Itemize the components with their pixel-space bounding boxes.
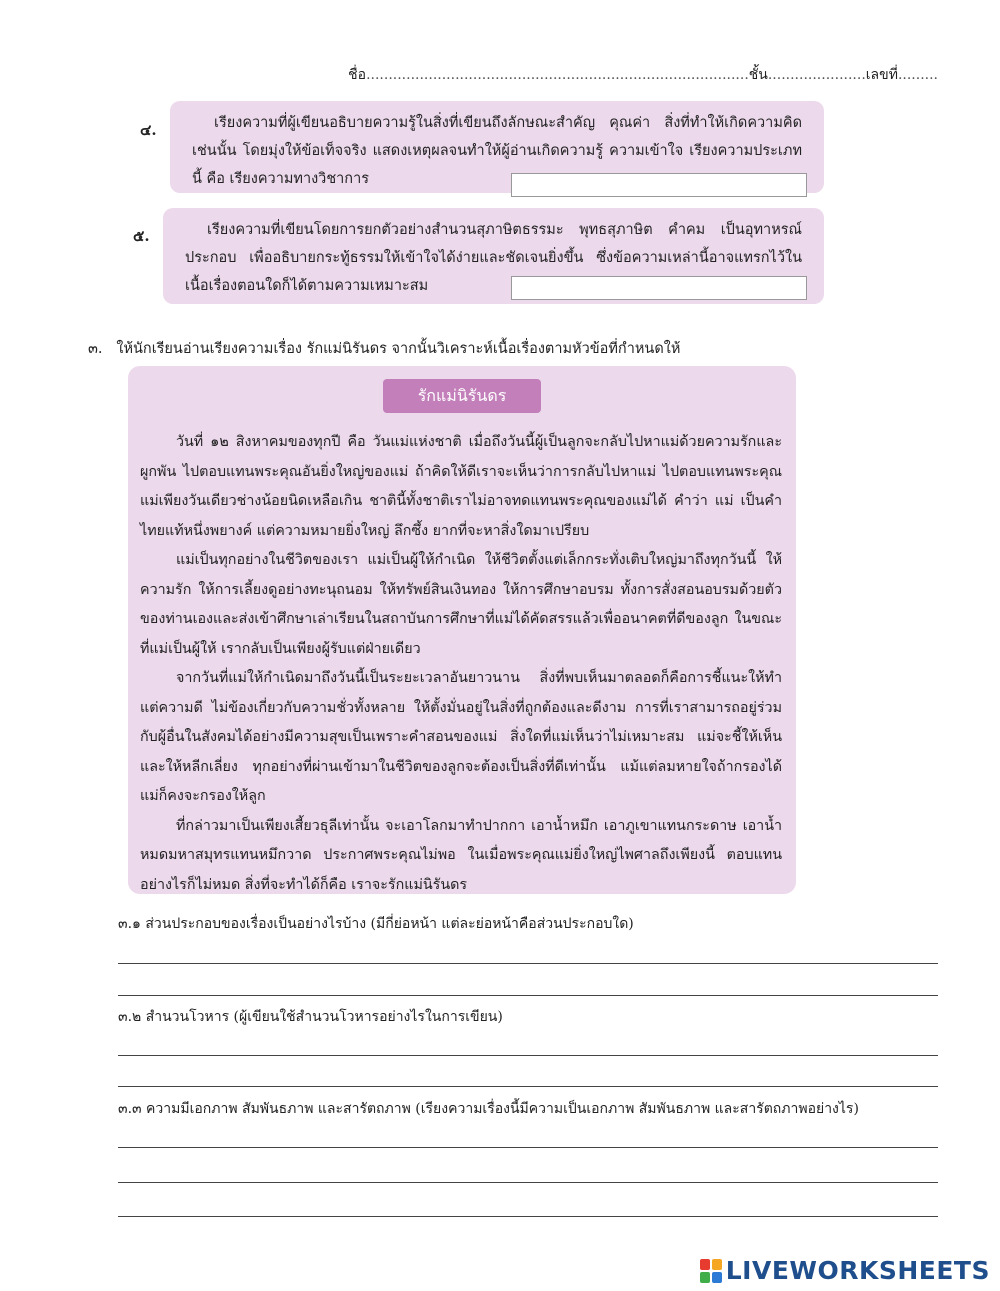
passage-paragraph: แม่เป็นทุกอย่างในชีวิตของเรา แม่เป็นผู้ให้กำเนิด ให้ชีวิตตั้งแต่เล็กกระทั่งเติบใหญ่มาถึงทุกวันนี้ ให้ความรัก ให้การเลี้ยงดูอย่างทะนุถนอม ให้ทรัพย์สินเงินทอง ให้การศึกษาอบรม ทั้งการสั่งสอนอบรมด้วยตัวของท่านเองและส่งเข้าศึกษาเล่าเรียนในสถาบันการศึกษาที่แม่ได้คัดสรรแล้วเพื่ออนาคตที่ดีของลูก ในขณะที่แม่เป็นผู้ให้ เรากลับเป็นเพียงผู้รับแต่ฝ่ายเดียว — [140, 552, 782, 657]
liveworksheets-logo-icon — [700, 1259, 722, 1283]
passage-paragraph: จากวันที่แม่ให้กำเนิดมาถึงวันนี้เป็นระยะเวลาอันยาวนาน สิ่งที่พบเห็นมาตลอดก็คือการชี้แนะให้ทำแต่ความดี ไม่ข้องเกี่ยวกับความชั่วทั้งหลาย ให้ตั้งมั่นอยู่ในสิ่งที่ถูกต้องและดีงาม การที่เราสามารถอยู่ร่วมกับผู้อื่นในสังคมได้อย่างมีความสุขเป็นเพราะคำสอนของแม่ สิ่งใดที่แม่เห็นว่าไม่เหมาะสม แม่จะชี้ให้เห็นและให้หลีกเลี่ยง ทุกอย่างที่ผ่านเข้ามาในชีวิตของลูกจะต้องเป็นสิ่งที่ดีเท่านั้น แม้แต่ลมหายใจถ้ากรองได้ แม่ก็คงจะกรองให้ลูก — [140, 670, 782, 804]
q4-answer-input[interactable] — [511, 173, 807, 197]
question-3-3: ๓.๓ ความมีเอกภาพ สัมพันธภาพ และสารัตถภาพ (เรียงความเรื่องนี้มีความเป็นเอกภาพ สัมพันธภาพ และสารัตถภาพอย่างไร) — [118, 1101, 859, 1117]
logo-text: LIVEWORKSHEETS — [725, 1256, 990, 1285]
answer-line-3-1a[interactable] — [118, 963, 938, 964]
answer-line-3-3a[interactable] — [118, 1147, 938, 1148]
class-label: ชั้น — [748, 67, 768, 83]
liveworksheets-logo — [700, 1256, 990, 1285]
passage-box — [128, 366, 796, 894]
passage-paragraph: ที่กล่าวมาเป็นเพียงเสี้ยวธุลีเท่านั้น จะเอาโลกมาทำปากกา เอาน้ำหมึก เอาภูเขาแทนกระดาษ เอาน้ำหมดมหาสมุทรแทนหมึกวาด ประกาศพระคุณไม่พอ ในเมื่อพระคุณแม่ยิ่งใหญ่ไพศาลถึงเพียงนี้ ตอบแทนอย่างไรก็ไม่หมด สิ่งที่จะทำได้ก็คือ เราจะรักแม่นิรันดร — [140, 817, 782, 893]
section3-text: ให้นักเรียนอ่านเรียงความเรื่อง รักแม่นิรันดร จากนั้นวิเคราะห์เนื้อเรื่องตามหัวข้อที่กำหนดให้ — [116, 341, 681, 357]
q4-text: เรียงความที่ผู้เขียนอธิบายความรู้ในสิ่งที่เขียนถึงลักษณะสำคัญ คุณค่า สิ่งที่ทำให้เกิดความคิด เช่นนั้น โดยมุ่งให้ข้อเท็จจริง แสดงเหตุผลจนทำให้ผู้อ่านเกิดความรู้ ความเข้าใจ เรียงความประเภทนี้ คือ เรียงความทางวิชาการ — [192, 115, 802, 187]
section3-number: ๓. — [88, 341, 103, 357]
number-label: เลขที่ — [865, 67, 898, 83]
passage-title: รักแม่นิรันดร — [383, 379, 541, 413]
answer-line-3-3b[interactable] — [118, 1182, 938, 1183]
class-dots: ...................... — [767, 67, 866, 83]
question-3-2: ๓.๒ สำนวนโวหาร (ผู้เขียนใช้สำนวนโวหารอย่างไรในการเขียน) — [118, 1009, 503, 1025]
question-3-1: ๓.๑ ส่วนประกอบของเรื่องเป็นอย่างไรบ้าง (มีกี่ย่อหน้า แต่ละย่อหน้าคือส่วนประกอบใด) — [118, 916, 634, 932]
q4-number: ๔. — [140, 121, 157, 139]
answer-line-3-1b[interactable] — [118, 995, 938, 996]
q5-text: เรียงความที่เขียนโดยการยกตัวอย่างสำนวนสุภาษิตธรรมะ พุทธสุภาษิต คำคม เป็นอุทาหรณ์ ประกอบ เพื่ออธิบายกระทู้ธรรมให้เข้าใจได้ง่ายและชัดเจนยิ่งขึ้น ซึ่งข้อความเหล่านี้อาจแทรกไว้ใน เนื้อเรื่องตอนใดก็ได้ตามความเหมาะสม — [185, 222, 802, 294]
passage-paragraph: วันที่ ๑๒ สิงหาคมของทุกปี คือ วันแม่แห่งชาติ เมื่อถึงวันนี้ผู้เป็นลูกจะกลับไปหาแม่ด้วยความรักและผูกพัน ไปตอบแทนพระคุณอันยิ่งใหญ่ของแม่ ถ้าคิดให้ดีเราจะเห็นว่าการกลับไปหาแม่ ไปตอบแทนพระคุณแม่เพียงวันเดียวช่างน้อยนิดเหลือเกิน ชาตินี้ทั้งชาติเราไม่อาจทดแทนพระคุณของแม่ได้ คำว่า แม่ เป็นคำไทยแท้หนึ่งพยางค์ แต่ความหมายยิ่งใหญ่ ลึกซึ้ง ยากที่จะหาสิ่งใดมาเปรียบ — [140, 434, 782, 539]
answer-line-3-2b[interactable] — [118, 1086, 938, 1087]
name-label: ชื่อ — [348, 67, 367, 83]
q5-answer-input[interactable] — [511, 276, 807, 300]
q5-number: ๕. — [133, 227, 150, 245]
section3-instruction — [88, 337, 680, 360]
number-dots: ......... — [897, 67, 938, 83]
name-dots: ...................................................................................... — [366, 67, 749, 83]
answer-line-3-3c[interactable] — [118, 1216, 938, 1217]
student-info-header — [348, 64, 938, 86]
answer-line-3-2a[interactable] — [118, 1055, 938, 1056]
